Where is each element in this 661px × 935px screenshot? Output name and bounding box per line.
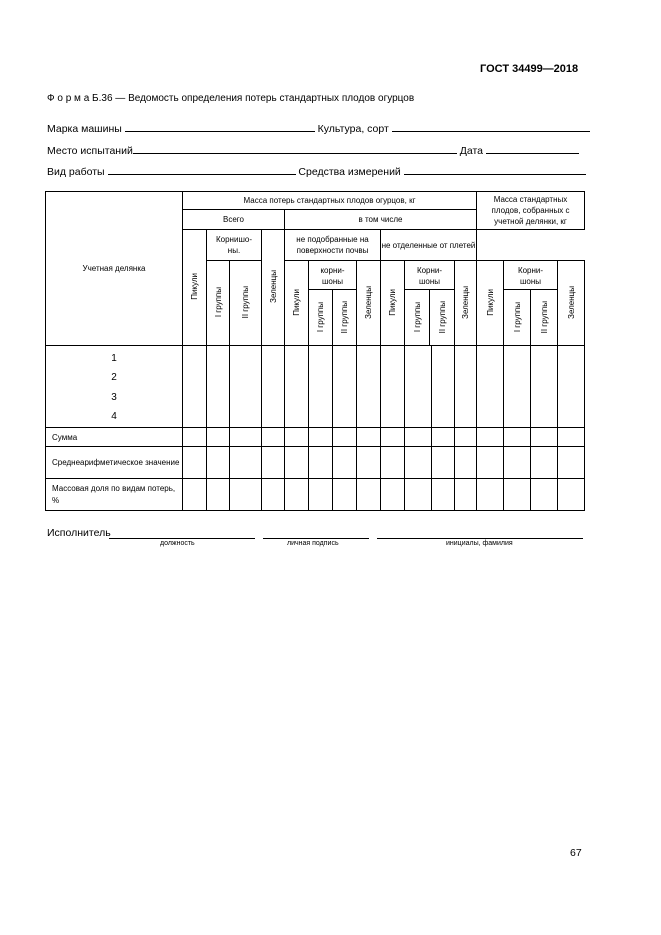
mean-label: Среднеарифметическое значение	[46, 447, 183, 479]
signature-caption: личная подпись	[287, 540, 339, 547]
field-crop-label: Культура, сорт	[317, 123, 389, 135]
sum-row	[46, 428, 585, 447]
form-title: Ф о р м а Б.36 — Ведомость определения потерь стандартных плодов огурцов	[47, 93, 415, 104]
position-caption: должность	[160, 540, 195, 547]
not-picked-header: не подобранные на поверхности почвы	[285, 230, 381, 261]
total-group2: II группы	[230, 261, 262, 346]
executor-label: Исполнитель	[47, 527, 111, 539]
sum-label: Сумма	[46, 428, 183, 447]
signature-line[interactable]	[263, 538, 369, 539]
name-line[interactable]	[377, 538, 583, 539]
field-work-label: Вид работы	[47, 166, 105, 178]
field-date-line[interactable]	[486, 142, 579, 154]
field-work-row	[47, 163, 586, 178]
ns-gherkins-cell: Корни-шоны I группы II группы	[405, 261, 455, 346]
gherkins-total-header: Корнишо-ны.	[207, 230, 262, 261]
ns-greens: Зеленцы	[455, 261, 477, 346]
field-machine-label: Марка машины	[47, 123, 122, 135]
field-machine-row	[47, 120, 590, 135]
name-caption: инициалы, фамилия	[446, 540, 513, 547]
col-gherkins-cell: Корни-шоны I группы II группы	[504, 261, 558, 346]
field-place-label: Место испытаний	[47, 145, 133, 157]
share-label: Массовая доля по видам потерь, %	[46, 479, 183, 511]
field-crop-line[interactable]	[392, 120, 590, 132]
plot-header: Учетная делянка	[46, 192, 183, 346]
field-work-line[interactable]	[108, 163, 296, 175]
plot-rows	[46, 346, 585, 428]
field-place-row	[47, 142, 579, 157]
greens-total: Зеленцы	[262, 230, 285, 346]
plot-numbers: 1 2 3 4	[46, 346, 183, 428]
loss-table	[45, 191, 585, 511]
np-gherkins-cell: корни-шоны I группы II группы	[309, 261, 357, 346]
field-place-line[interactable]	[133, 142, 457, 154]
pikuli-total: Пикули	[183, 230, 207, 346]
share-row	[46, 479, 585, 511]
collected-header: Масса стандартных плодов, собранных с учетной делянки, кг	[477, 192, 585, 230]
field-date-label: Дата	[459, 145, 483, 157]
np-greens: Зеленцы	[357, 261, 381, 346]
field-measure-label: Средства измерений	[298, 166, 401, 178]
total-group1: I группы	[207, 261, 230, 346]
incl-header: в том числе	[285, 210, 477, 230]
ns-pikuli: Пикули	[381, 261, 405, 346]
standard-number: ГОСТ 34499—2018	[480, 63, 579, 75]
field-machine-line[interactable]	[125, 120, 315, 132]
total-header: Всего	[183, 210, 285, 230]
position-line[interactable]	[109, 538, 255, 539]
col-greens: Зеленцы	[558, 261, 585, 346]
not-separated-header: не отделенные от плетей	[381, 230, 477, 261]
col-pikuli: Пикули	[477, 261, 504, 346]
mean-row	[46, 447, 585, 479]
np-pikuli: Пикули	[285, 261, 309, 346]
field-measure-line[interactable]	[404, 163, 586, 175]
loss-header: Масса потерь стандартных плодов огурцов, кг	[183, 192, 477, 210]
page-number: 67	[570, 847, 582, 859]
